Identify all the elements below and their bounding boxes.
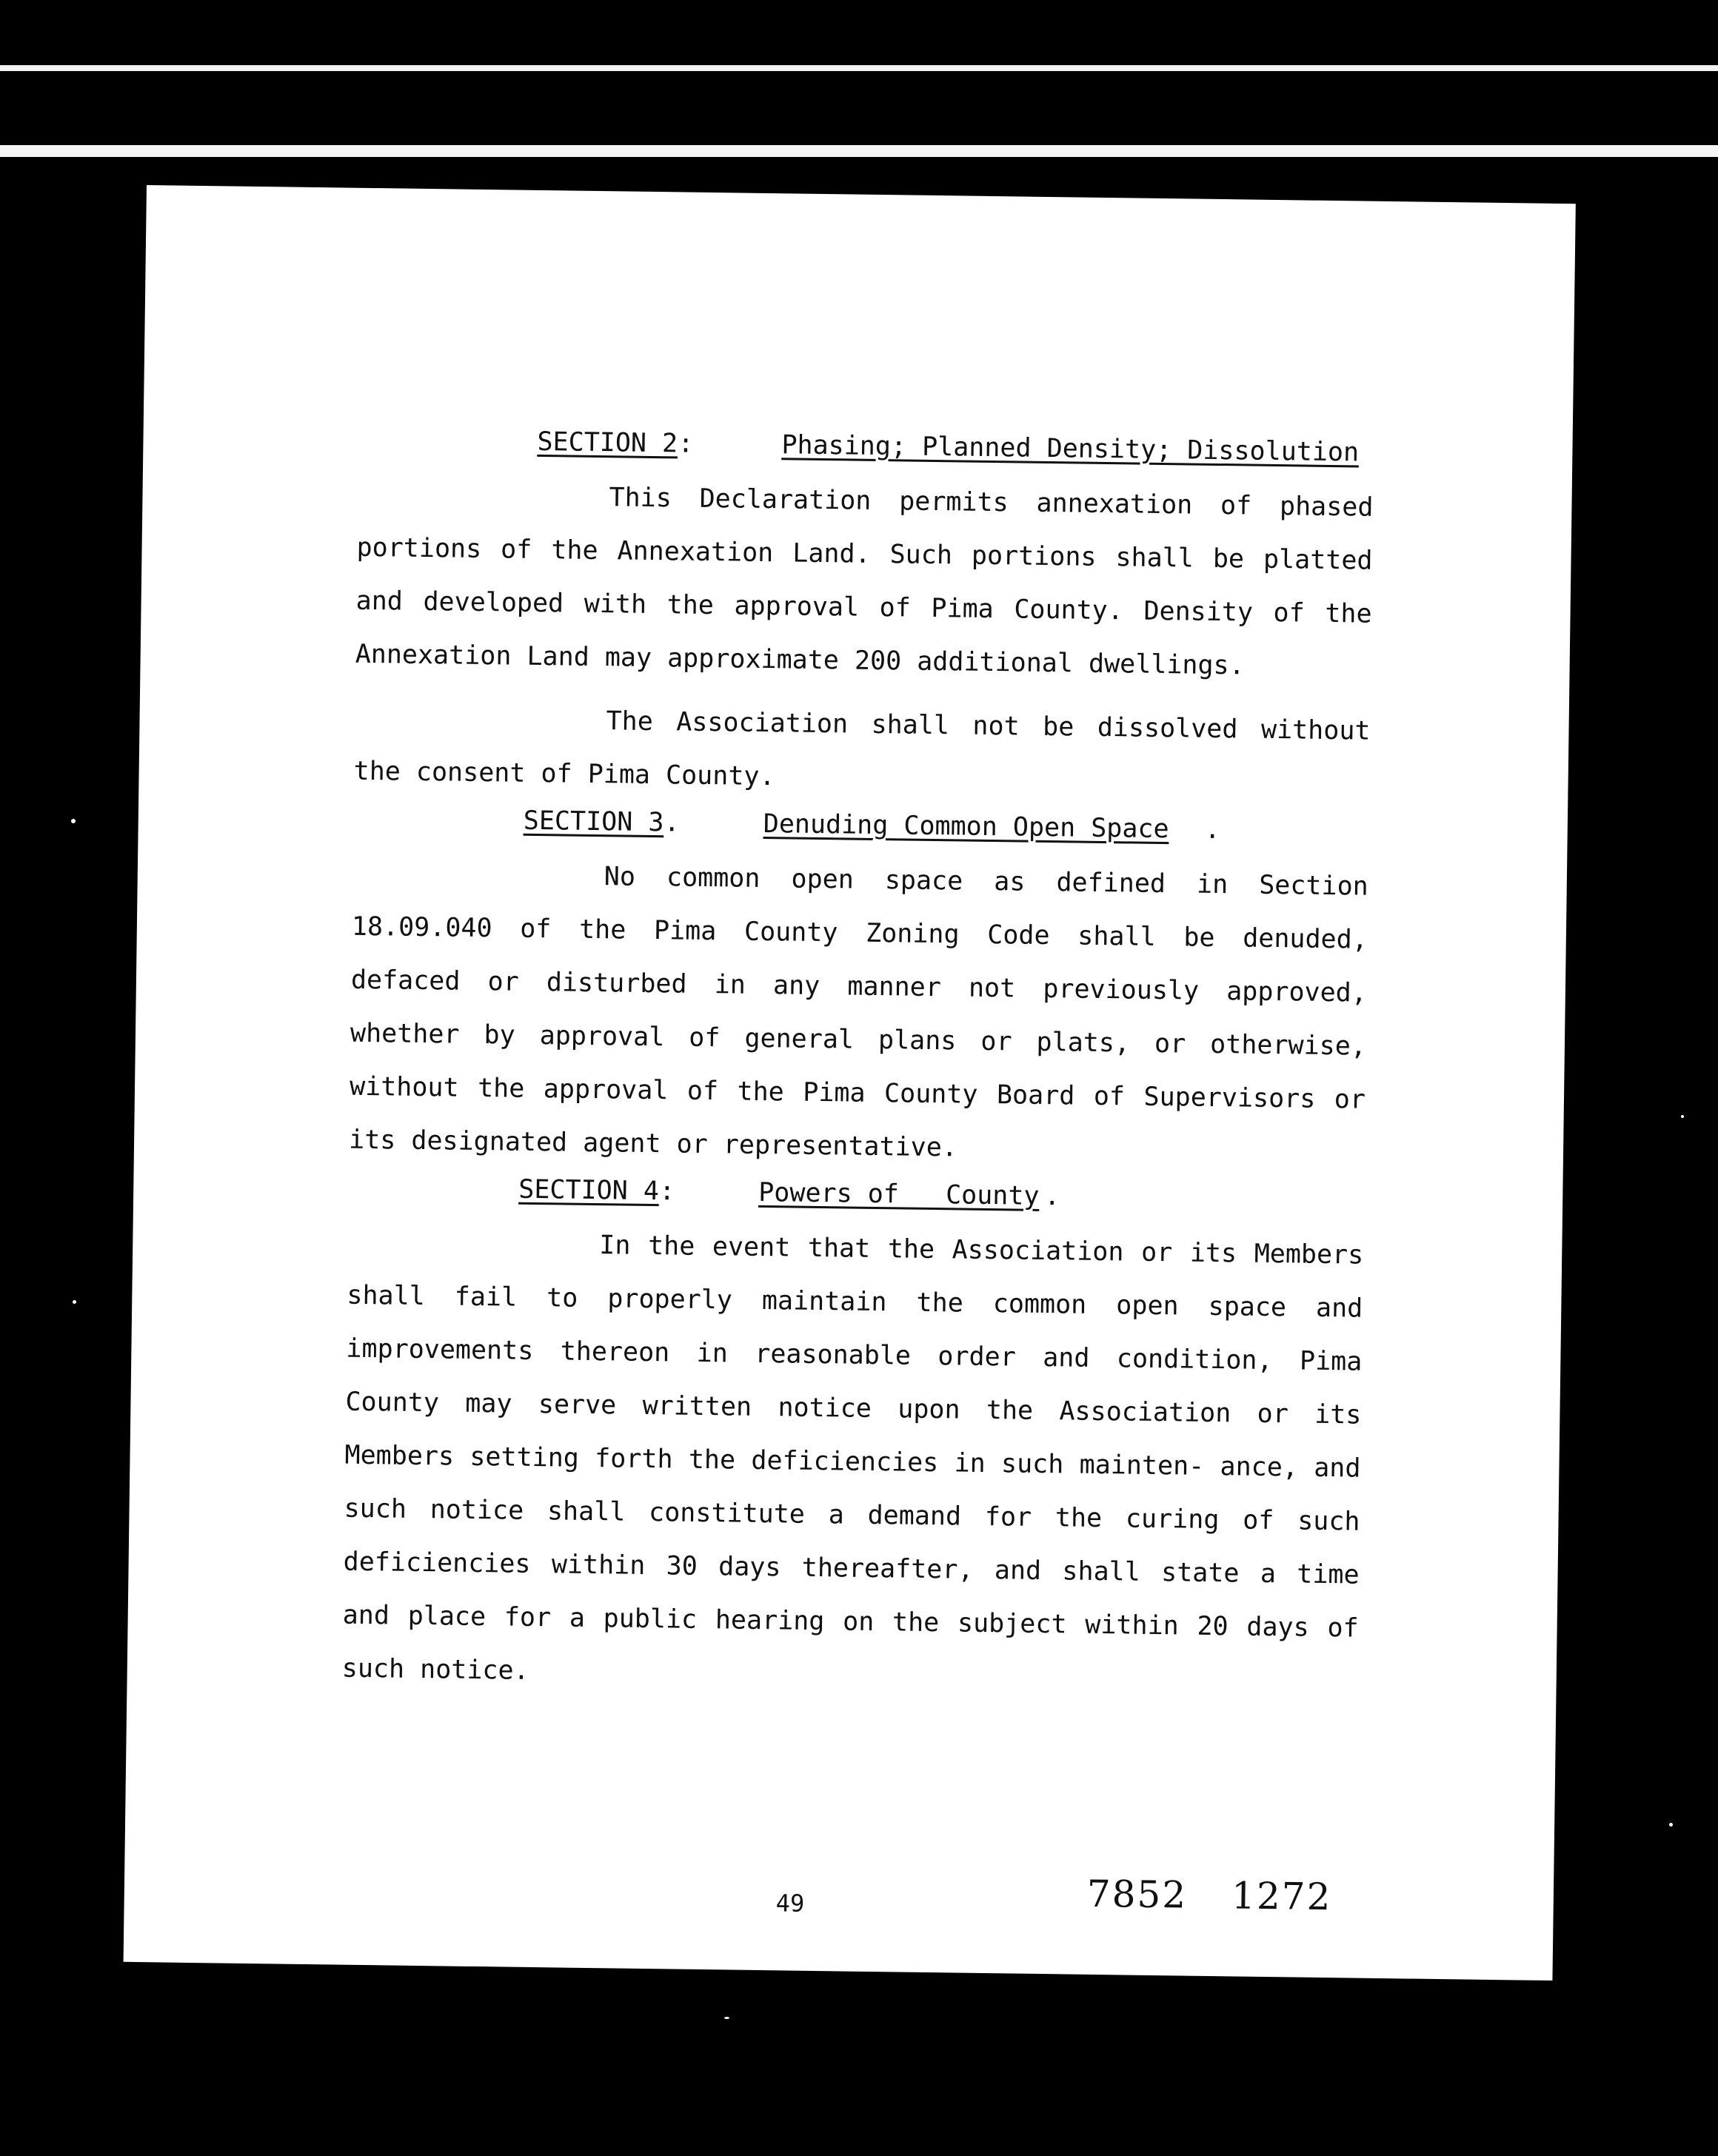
section-3-label-punct: . bbox=[664, 808, 681, 838]
section-2-label: SECTION 2 bbox=[537, 426, 678, 459]
section-2-label-punct: : bbox=[678, 429, 694, 459]
stamp-number-right: 1272 bbox=[1231, 1874, 1332, 1919]
section-2-paragraph-1: This Declaration permits annexation of phased portions of the Annexation Land. Such portions shall be platted and developed with the approval of Pima County. Density of the Annexation Land may approximate 200 additional dwellings. bbox=[355, 483, 1374, 681]
document-body bbox=[341, 425, 1374, 1709]
section-3-title-punct: . bbox=[1204, 814, 1221, 846]
stamp-number-left: 7852 bbox=[1086, 1872, 1188, 1917]
section-2-title: Phasing; Planned Density; Dissolution bbox=[781, 430, 1360, 468]
section-3-label: SECTION 3 bbox=[523, 806, 664, 838]
scan-speck bbox=[1681, 1115, 1684, 1118]
scan-speck bbox=[73, 1300, 76, 1304]
section-4-label-punct: : bbox=[659, 1176, 675, 1207]
section-3-title: Denuding Common Open Space bbox=[763, 808, 1169, 845]
scan-speck bbox=[724, 2017, 729, 2019]
section-4-label: SECTION 4 bbox=[518, 1174, 660, 1207]
scan-border-top bbox=[0, 65, 1718, 71]
scan-border-upper bbox=[0, 145, 1718, 157]
section-3-paragraph-1: No common open space as defined in Section 18.09.040 of the Pima County Zoning Code shall be denuded, defaced or disturbed in any manner not previously approved, whether by approval of general plans or plats, or otherwise, without the approval of the Pima County Board of Supervisors or its designated agent or representative. bbox=[348, 862, 1368, 1163]
document-stamp-number bbox=[1087, 1872, 1332, 1918]
section-4-title: Powers of County bbox=[758, 1177, 1040, 1211]
section-2-paragraph-2: The Association shall not be dissolved without the consent of Pima County. bbox=[353, 706, 1371, 792]
scan-speck bbox=[71, 819, 76, 823]
section-4-title-punct: . bbox=[1043, 1181, 1060, 1212]
document-page bbox=[124, 185, 1576, 1981]
section-4-paragraph-1: In the event that the Association or its Members shall fail to properly maintain the common open space and improvements thereon in reasonable order and condition, Pima County may serve written notice upon the Association or its Members setting forth the deficiencies in such mainten- ance, and such notice shall constitute a demand for the curing of such deficiencies within 30 days thereafter, and shall state a time and place for a public hearing on the subject within 20 days of such notice. bbox=[341, 1231, 1364, 1686]
scan-speck bbox=[1669, 1823, 1673, 1827]
page-number: 49 bbox=[775, 1889, 805, 1918]
